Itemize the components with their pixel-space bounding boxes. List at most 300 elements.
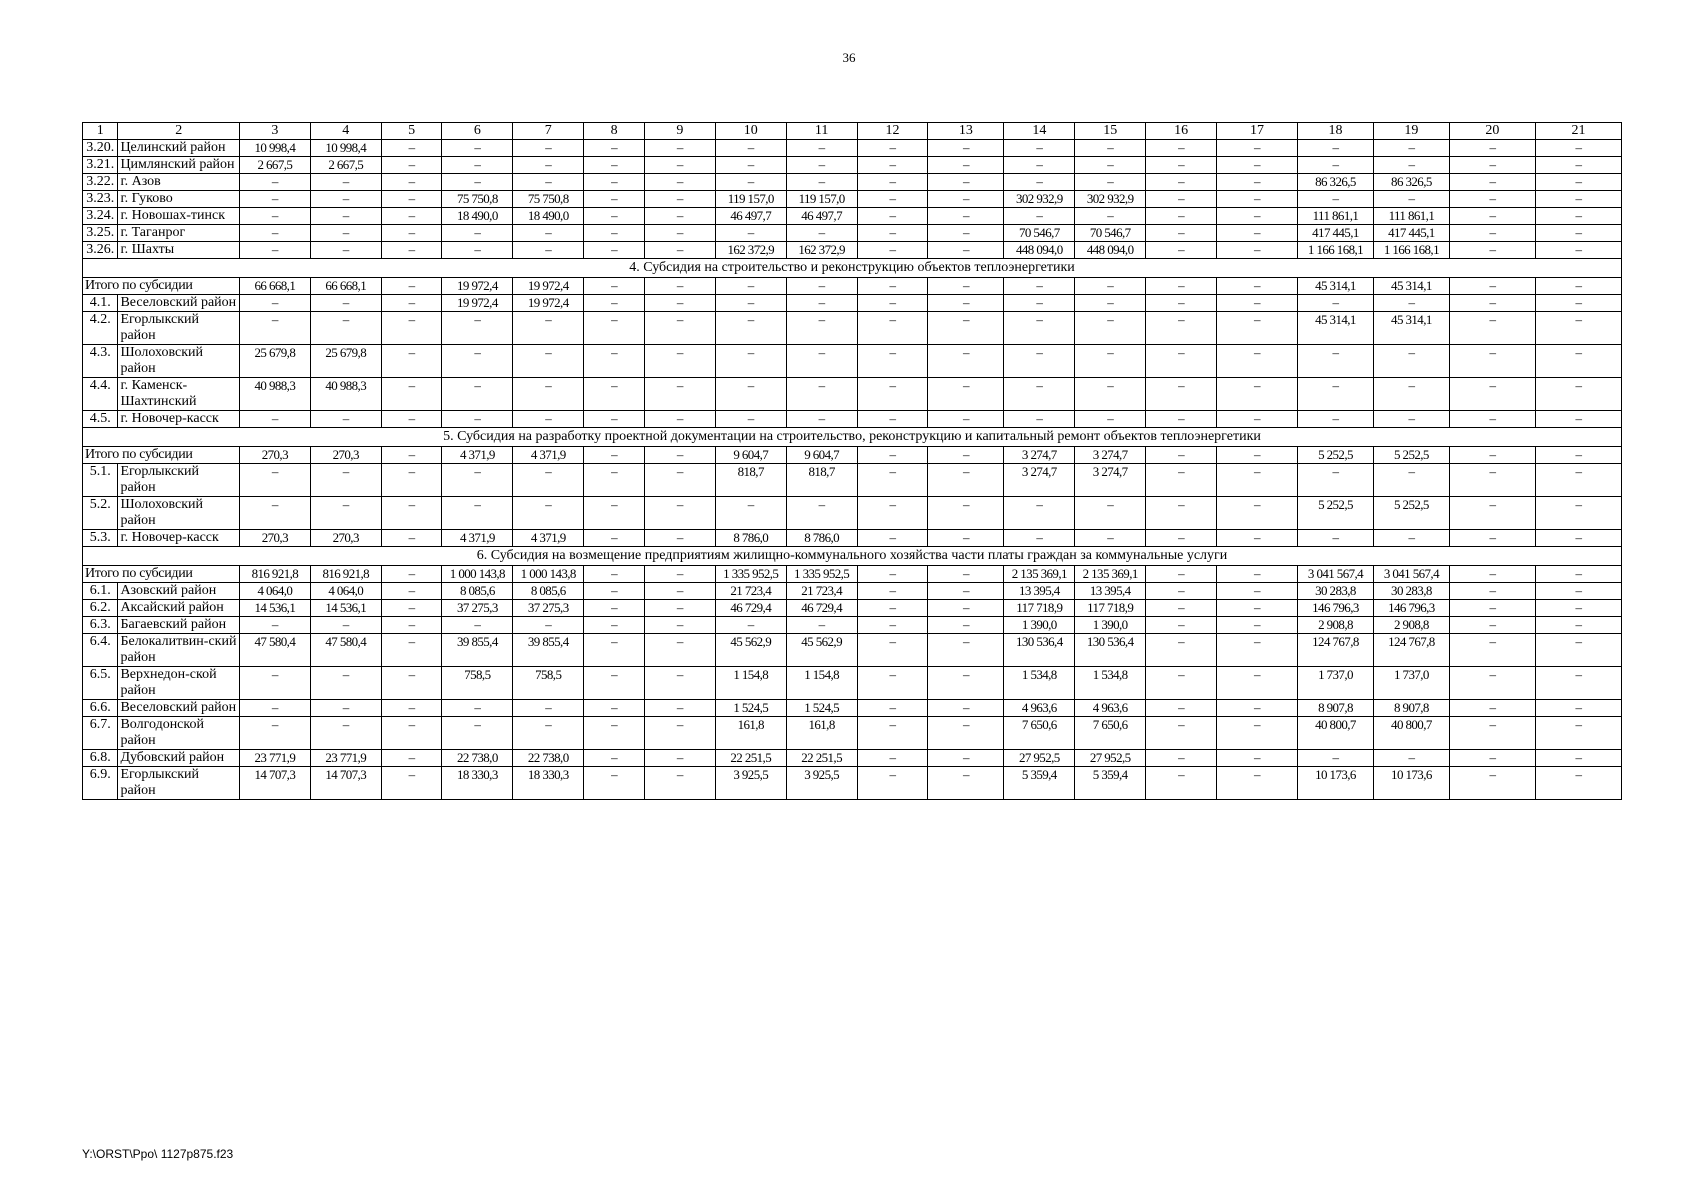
table-cell: 130 536,4 bbox=[1075, 634, 1146, 667]
column-header: 11 bbox=[786, 123, 857, 140]
table-cell: – bbox=[928, 242, 1004, 259]
table-cell: 3 274,7 bbox=[1075, 447, 1146, 464]
table-cell: – bbox=[1217, 583, 1298, 600]
table-cell: – bbox=[857, 191, 928, 208]
row-name: Верхнедон-ской район bbox=[118, 667, 240, 700]
table-cell: – bbox=[310, 717, 381, 750]
table-cell: – bbox=[1004, 140, 1075, 157]
table-cell: – bbox=[786, 497, 857, 530]
table-cell: – bbox=[1449, 583, 1535, 600]
table-cell: 124 767,8 bbox=[1373, 634, 1449, 667]
column-header: 16 bbox=[1146, 123, 1217, 140]
table-cell: 1 166 168,1 bbox=[1298, 242, 1374, 259]
table-cell: – bbox=[928, 617, 1004, 634]
table-cell: – bbox=[584, 312, 645, 345]
table-cell: 21 723,4 bbox=[786, 583, 857, 600]
table-cell: – bbox=[857, 497, 928, 530]
table-cell: – bbox=[1004, 312, 1075, 345]
table-cell: – bbox=[1373, 345, 1449, 378]
table-cell: – bbox=[786, 411, 857, 428]
table-cell: 1 524,5 bbox=[786, 700, 857, 717]
table-cell: – bbox=[715, 295, 786, 312]
table-cell: – bbox=[513, 242, 584, 259]
table-cell: – bbox=[857, 464, 928, 497]
table-cell: 25 679,8 bbox=[310, 345, 381, 378]
table-cell: 5 359,4 bbox=[1004, 767, 1075, 800]
table-cell: 417 445,1 bbox=[1298, 225, 1374, 242]
table-cell: 39 855,4 bbox=[442, 634, 513, 667]
table-cell: – bbox=[381, 600, 442, 617]
total-row bbox=[83, 278, 1622, 295]
table-cell: – bbox=[310, 242, 381, 259]
table-cell: – bbox=[715, 312, 786, 345]
table-cell: – bbox=[857, 717, 928, 750]
table-cell: – bbox=[239, 411, 310, 428]
table-cell: – bbox=[1449, 447, 1535, 464]
column-header: 3 bbox=[239, 123, 310, 140]
table-cell: – bbox=[1004, 378, 1075, 411]
table-cell: 4 371,9 bbox=[442, 447, 513, 464]
table-cell: 75 750,8 bbox=[513, 191, 584, 208]
total-label: Итого по субсидии bbox=[83, 278, 240, 295]
table-cell: – bbox=[715, 174, 786, 191]
table-cell: – bbox=[1146, 157, 1217, 174]
table-cell: – bbox=[1075, 497, 1146, 530]
table-cell: – bbox=[1449, 278, 1535, 295]
row-number: 6.9. bbox=[83, 767, 118, 800]
row-name: Дубовский район bbox=[118, 750, 240, 767]
table-cell: – bbox=[1535, 411, 1621, 428]
table-cell: – bbox=[1535, 583, 1621, 600]
table-cell: – bbox=[644, 191, 715, 208]
table-cell: 5 359,4 bbox=[1075, 767, 1146, 800]
table-cell: – bbox=[1146, 617, 1217, 634]
table-cell: – bbox=[644, 140, 715, 157]
table-cell: – bbox=[1217, 191, 1298, 208]
table-cell: 86 326,5 bbox=[1298, 174, 1374, 191]
section-title: 4. Субсидия на строительство и реконструкцию объектов теплоэнергетики bbox=[83, 259, 1622, 278]
table-cell: – bbox=[1535, 225, 1621, 242]
table-cell: – bbox=[644, 700, 715, 717]
table-cell: 2 667,5 bbox=[239, 157, 310, 174]
table-cell: – bbox=[857, 140, 928, 157]
table-cell: – bbox=[1535, 208, 1621, 225]
table-cell: – bbox=[928, 157, 1004, 174]
table-cell: – bbox=[644, 530, 715, 547]
table-cell: – bbox=[1535, 600, 1621, 617]
table-cell: 270,3 bbox=[239, 447, 310, 464]
table-cell: 117 718,9 bbox=[1004, 600, 1075, 617]
table-cell: – bbox=[1146, 464, 1217, 497]
table-cell: – bbox=[584, 717, 645, 750]
table-cell: – bbox=[239, 174, 310, 191]
table-cell: – bbox=[584, 700, 645, 717]
table-cell: – bbox=[310, 667, 381, 700]
table-cell: – bbox=[1146, 767, 1217, 800]
table-cell: – bbox=[310, 312, 381, 345]
table-cell: – bbox=[1004, 157, 1075, 174]
table-cell: – bbox=[584, 157, 645, 174]
table-cell: – bbox=[928, 225, 1004, 242]
table-cell: 8 907,8 bbox=[1373, 700, 1449, 717]
table-cell: – bbox=[513, 345, 584, 378]
table-cell: 45 314,1 bbox=[1298, 312, 1374, 345]
row-number: 6.3. bbox=[83, 617, 118, 634]
table-cell: – bbox=[928, 191, 1004, 208]
header-row bbox=[83, 123, 1622, 140]
table-cell: – bbox=[928, 411, 1004, 428]
section-heading-row bbox=[83, 428, 1622, 447]
table-cell: – bbox=[928, 530, 1004, 547]
table-cell: 302 932,9 bbox=[1075, 191, 1146, 208]
table-row bbox=[83, 700, 1622, 717]
table-cell: – bbox=[1535, 767, 1621, 800]
table-cell: – bbox=[584, 295, 645, 312]
section-title: 6. Субсидия на возмещение предприятиям жилищно-коммунального хозяйства части платы граждан за коммунальные услуги bbox=[83, 547, 1622, 566]
table-cell: – bbox=[1298, 750, 1374, 767]
table-cell: – bbox=[381, 191, 442, 208]
table-cell: 130 536,4 bbox=[1004, 634, 1075, 667]
table-cell: 19 972,4 bbox=[442, 295, 513, 312]
table-cell: – bbox=[442, 700, 513, 717]
table-row bbox=[83, 717, 1622, 750]
table-row bbox=[83, 634, 1622, 667]
row-number: 3.21. bbox=[83, 157, 118, 174]
table-cell: – bbox=[239, 717, 310, 750]
table-cell: 1 737,0 bbox=[1298, 667, 1374, 700]
table-cell: 39 855,4 bbox=[513, 634, 584, 667]
table-cell: 18 330,3 bbox=[442, 767, 513, 800]
table-cell: 4 371,9 bbox=[513, 447, 584, 464]
table-cell: – bbox=[857, 278, 928, 295]
table-cell: 1 335 952,5 bbox=[786, 566, 857, 583]
table-cell: – bbox=[857, 208, 928, 225]
total-row bbox=[83, 566, 1622, 583]
table-cell: – bbox=[442, 717, 513, 750]
table-cell: – bbox=[715, 497, 786, 530]
table-cell: – bbox=[1217, 634, 1298, 667]
table-cell: – bbox=[1535, 447, 1621, 464]
table-cell: 4 963,6 bbox=[1004, 700, 1075, 717]
table-cell: – bbox=[1217, 700, 1298, 717]
table-cell: – bbox=[239, 225, 310, 242]
table-cell: – bbox=[1146, 208, 1217, 225]
table-cell: – bbox=[1535, 312, 1621, 345]
table-cell: 1 000 143,8 bbox=[442, 566, 513, 583]
table-row bbox=[83, 295, 1622, 312]
table-cell: 21 723,4 bbox=[715, 583, 786, 600]
table-cell: – bbox=[1449, 157, 1535, 174]
table-cell: 70 546,7 bbox=[1075, 225, 1146, 242]
table-cell: – bbox=[1146, 411, 1217, 428]
table-cell: – bbox=[1146, 750, 1217, 767]
table-cell: – bbox=[1075, 208, 1146, 225]
column-header: 20 bbox=[1449, 123, 1535, 140]
table-cell: – bbox=[381, 447, 442, 464]
table-cell: – bbox=[715, 278, 786, 295]
table-cell: – bbox=[715, 378, 786, 411]
table-cell: 1 390,0 bbox=[1075, 617, 1146, 634]
table-cell: 2 908,8 bbox=[1373, 617, 1449, 634]
row-number: 6.6. bbox=[83, 700, 118, 717]
table-cell: – bbox=[1217, 750, 1298, 767]
table-cell: 1 335 952,5 bbox=[715, 566, 786, 583]
table-cell: – bbox=[1217, 242, 1298, 259]
table-cell: – bbox=[513, 617, 584, 634]
budget-table bbox=[82, 122, 1622, 800]
table-cell: – bbox=[786, 312, 857, 345]
row-number: 5.3. bbox=[83, 530, 118, 547]
table-cell: 18 490,0 bbox=[513, 208, 584, 225]
table-cell: 66 668,1 bbox=[310, 278, 381, 295]
table-cell: – bbox=[644, 447, 715, 464]
table-cell: – bbox=[1217, 617, 1298, 634]
table-cell: – bbox=[584, 583, 645, 600]
row-number: 6.4. bbox=[83, 634, 118, 667]
table-cell: 816 921,8 bbox=[239, 566, 310, 583]
row-number: 6.2. bbox=[83, 600, 118, 617]
table-cell: 9 604,7 bbox=[715, 447, 786, 464]
table-cell: – bbox=[1217, 208, 1298, 225]
table-cell: – bbox=[1535, 497, 1621, 530]
table-cell: – bbox=[584, 600, 645, 617]
table-cell: – bbox=[715, 157, 786, 174]
table-cell: 4 963,6 bbox=[1075, 700, 1146, 717]
table-cell: – bbox=[857, 447, 928, 464]
table-cell: – bbox=[644, 225, 715, 242]
table-cell: – bbox=[786, 378, 857, 411]
table-cell: 758,5 bbox=[513, 667, 584, 700]
table-cell: 8 786,0 bbox=[715, 530, 786, 547]
total-label: Итого по субсидии bbox=[83, 566, 240, 583]
table-cell: – bbox=[1004, 345, 1075, 378]
table-cell: – bbox=[928, 767, 1004, 800]
table-cell: 117 718,9 bbox=[1075, 600, 1146, 617]
table-cell: – bbox=[644, 717, 715, 750]
table-cell: – bbox=[381, 345, 442, 378]
table-cell: – bbox=[928, 345, 1004, 378]
table-cell: 4 064,0 bbox=[310, 583, 381, 600]
table-cell: 1 390,0 bbox=[1004, 617, 1075, 634]
table-cell: – bbox=[381, 174, 442, 191]
column-header: 12 bbox=[857, 123, 928, 140]
table-cell: 1 166 168,1 bbox=[1373, 242, 1449, 259]
table-cell: – bbox=[857, 583, 928, 600]
section-title: 5. Субсидия на разработку проектной документации на строительство, реконструкцию и капитальный ремонт объектов теплоэнергетики bbox=[83, 428, 1622, 447]
table-cell: 25 679,8 bbox=[239, 345, 310, 378]
table-cell: – bbox=[310, 700, 381, 717]
table-cell: – bbox=[1449, 700, 1535, 717]
table-cell: – bbox=[1449, 378, 1535, 411]
table-cell: 3 274,7 bbox=[1004, 447, 1075, 464]
table-cell: – bbox=[381, 278, 442, 295]
table-cell: – bbox=[239, 242, 310, 259]
table-cell: – bbox=[310, 464, 381, 497]
table-cell: 14 707,3 bbox=[239, 767, 310, 800]
table-cell: – bbox=[584, 634, 645, 667]
table-cell: – bbox=[381, 225, 442, 242]
table-cell: – bbox=[644, 278, 715, 295]
table-cell: – bbox=[1075, 278, 1146, 295]
table-row bbox=[83, 378, 1622, 411]
table-cell: 13 395,4 bbox=[1075, 583, 1146, 600]
table-cell: 3 925,5 bbox=[786, 767, 857, 800]
table-cell: 818,7 bbox=[786, 464, 857, 497]
table-cell: 13 395,4 bbox=[1004, 583, 1075, 600]
table-cell: – bbox=[442, 411, 513, 428]
total-label: Итого по субсидии bbox=[83, 447, 240, 464]
table-cell: 18 490,0 bbox=[442, 208, 513, 225]
table-cell: 22 251,5 bbox=[786, 750, 857, 767]
table-cell: 8 085,6 bbox=[513, 583, 584, 600]
table-cell: – bbox=[584, 278, 645, 295]
row-number: 3.24. bbox=[83, 208, 118, 225]
table-cell: 1 534,8 bbox=[1004, 667, 1075, 700]
table-cell: – bbox=[1217, 345, 1298, 378]
table-cell: – bbox=[1217, 411, 1298, 428]
table-cell: 4 371,9 bbox=[513, 530, 584, 547]
row-number: 6.7. bbox=[83, 717, 118, 750]
table-cell: – bbox=[1004, 411, 1075, 428]
table-cell: 119 157,0 bbox=[786, 191, 857, 208]
table-cell: – bbox=[239, 312, 310, 345]
table-cell: – bbox=[644, 411, 715, 428]
row-number: 6.8. bbox=[83, 750, 118, 767]
table-cell: 19 972,4 bbox=[442, 278, 513, 295]
table-cell: 3 041 567,4 bbox=[1373, 566, 1449, 583]
table-cell: – bbox=[1535, 174, 1621, 191]
table-cell: – bbox=[857, 157, 928, 174]
table-cell: – bbox=[1298, 157, 1374, 174]
table-row bbox=[83, 140, 1622, 157]
table-cell: – bbox=[644, 208, 715, 225]
table-cell: – bbox=[310, 208, 381, 225]
table-cell: – bbox=[1535, 157, 1621, 174]
table-cell: – bbox=[644, 566, 715, 583]
table-cell: – bbox=[857, 600, 928, 617]
row-number: 5.2. bbox=[83, 497, 118, 530]
row-name: Веселовский район bbox=[118, 295, 240, 312]
table-cell: – bbox=[1449, 191, 1535, 208]
table-cell: – bbox=[928, 208, 1004, 225]
table-cell: 1 534,8 bbox=[1075, 667, 1146, 700]
table-cell: – bbox=[644, 617, 715, 634]
table-cell: 1 000 143,8 bbox=[513, 566, 584, 583]
column-header: 18 bbox=[1298, 123, 1374, 140]
table-cell: – bbox=[644, 600, 715, 617]
table-cell: – bbox=[715, 225, 786, 242]
table-cell: 162 372,9 bbox=[715, 242, 786, 259]
table-cell: – bbox=[1449, 411, 1535, 428]
table-cell: 45 562,9 bbox=[715, 634, 786, 667]
table-cell: – bbox=[1075, 378, 1146, 411]
table-cell: – bbox=[442, 225, 513, 242]
table-cell: – bbox=[644, 497, 715, 530]
table-cell: – bbox=[381, 717, 442, 750]
table-cell: 4 371,9 bbox=[442, 530, 513, 547]
table-cell: – bbox=[584, 191, 645, 208]
table-cell: – bbox=[1535, 345, 1621, 378]
row-name: г. Каменск-Шахтинский bbox=[118, 378, 240, 411]
table-cell: – bbox=[584, 242, 645, 259]
table-cell: – bbox=[442, 174, 513, 191]
table-cell: – bbox=[1535, 750, 1621, 767]
table-cell: – bbox=[1146, 242, 1217, 259]
table-cell: – bbox=[1075, 530, 1146, 547]
table-cell: 40 800,7 bbox=[1298, 717, 1374, 750]
table-cell: 302 932,9 bbox=[1004, 191, 1075, 208]
table-cell: 22 738,0 bbox=[513, 750, 584, 767]
table-cell: – bbox=[1535, 278, 1621, 295]
table-cell: 111 861,1 bbox=[1298, 208, 1374, 225]
table-cell: – bbox=[1535, 378, 1621, 411]
table-cell: 162 372,9 bbox=[786, 242, 857, 259]
table-cell: – bbox=[584, 667, 645, 700]
table-cell: – bbox=[1146, 566, 1217, 583]
table-cell: – bbox=[1217, 140, 1298, 157]
table-cell: 1 154,8 bbox=[786, 667, 857, 700]
table-cell: 14 536,1 bbox=[310, 600, 381, 617]
table-cell: – bbox=[644, 345, 715, 378]
table-cell: – bbox=[442, 312, 513, 345]
column-header: 17 bbox=[1217, 123, 1298, 140]
table-cell: – bbox=[1535, 242, 1621, 259]
table-cell: – bbox=[644, 242, 715, 259]
table-cell: – bbox=[584, 208, 645, 225]
table-cell: – bbox=[1217, 464, 1298, 497]
table-row bbox=[83, 617, 1622, 634]
table-cell: – bbox=[1217, 295, 1298, 312]
table-cell: 818,7 bbox=[715, 464, 786, 497]
table-cell: 1 154,8 bbox=[715, 667, 786, 700]
table-cell: – bbox=[857, 225, 928, 242]
row-name: Аксайский район bbox=[118, 600, 240, 617]
table-cell: – bbox=[644, 174, 715, 191]
table-cell: – bbox=[1449, 225, 1535, 242]
table-cell: 75 750,8 bbox=[442, 191, 513, 208]
table-cell: 3 274,7 bbox=[1004, 464, 1075, 497]
table-cell: 45 314,1 bbox=[1373, 278, 1449, 295]
row-name: Егорлыкский район bbox=[118, 312, 240, 345]
table-cell: – bbox=[857, 634, 928, 667]
table-cell: – bbox=[1449, 617, 1535, 634]
table-cell: – bbox=[1075, 140, 1146, 157]
table-cell: – bbox=[1298, 345, 1374, 378]
table-cell: – bbox=[1004, 530, 1075, 547]
table-cell: – bbox=[381, 767, 442, 800]
table-cell: 40 988,3 bbox=[239, 378, 310, 411]
table-cell: – bbox=[857, 530, 928, 547]
table-row bbox=[83, 750, 1622, 767]
table-cell: – bbox=[442, 378, 513, 411]
page-number: 36 bbox=[842, 50, 856, 65]
table-cell: – bbox=[644, 667, 715, 700]
table-cell: – bbox=[239, 464, 310, 497]
table-cell: – bbox=[928, 750, 1004, 767]
table-cell: – bbox=[1373, 295, 1449, 312]
table-cell: – bbox=[928, 174, 1004, 191]
row-number: 3.22. bbox=[83, 174, 118, 191]
table-cell: 45 314,1 bbox=[1298, 278, 1374, 295]
row-name: Егорлыкский район bbox=[118, 767, 240, 800]
table-cell: – bbox=[857, 750, 928, 767]
table-cell: – bbox=[1146, 278, 1217, 295]
table-row bbox=[83, 208, 1622, 225]
table-cell: – bbox=[1449, 634, 1535, 667]
table-cell: – bbox=[1075, 157, 1146, 174]
table-cell: – bbox=[928, 600, 1004, 617]
table-cell: – bbox=[1373, 140, 1449, 157]
